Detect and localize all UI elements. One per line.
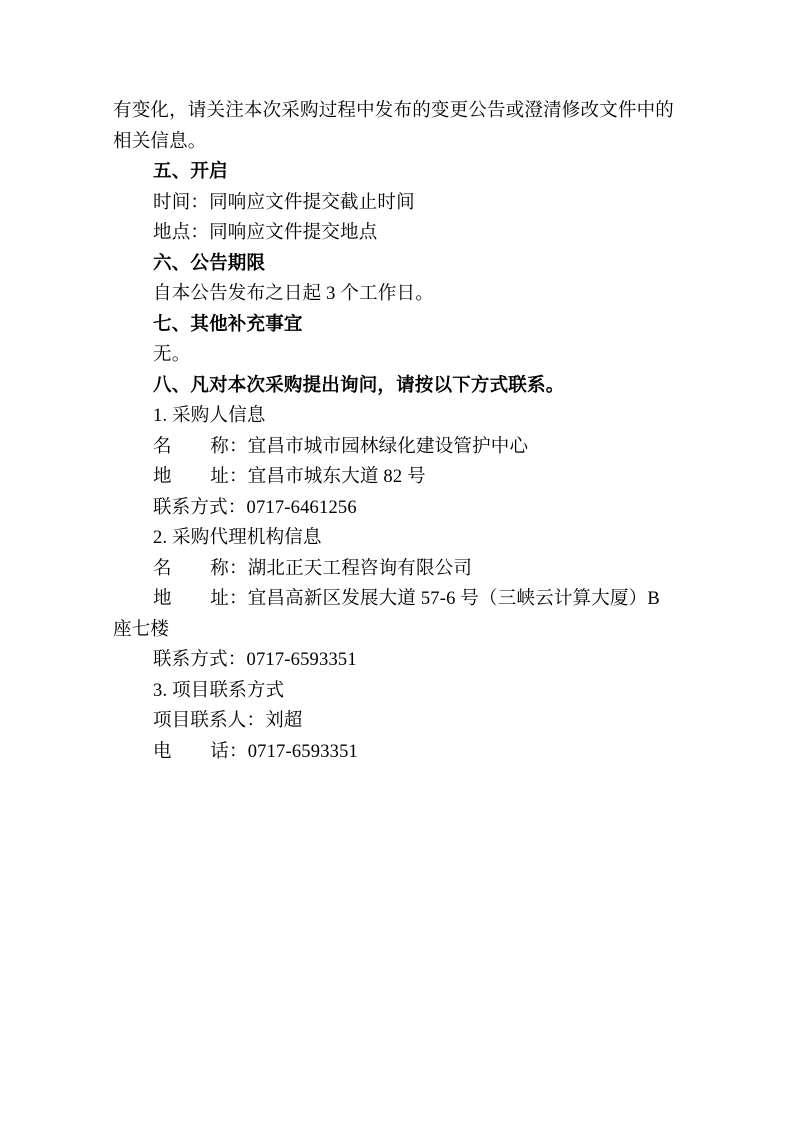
section-heading-seven: 七、其他补充事宜 bbox=[153, 314, 303, 335]
section-heading-eight: 八、凡对本次采购提出询问，请按以下方式联系。 bbox=[153, 375, 565, 396]
section-five-time: 时间：同响应文件提交截止时间 bbox=[153, 192, 415, 213]
list-item-project-contact: 3. 项目联系方式 bbox=[153, 680, 285, 701]
project-phone: 电 话：0717-6593351 bbox=[153, 741, 359, 762]
section-five-place: 地点：同响应文件提交地点 bbox=[153, 223, 378, 243]
project-contact-person: 项目联系人：刘超 bbox=[153, 711, 303, 731]
paragraph-intro-line-1: 有变化，请关注本次采购过程中发布的变更公告或澄清修改文件中的 bbox=[113, 101, 675, 121]
section-six-body: 自本公告发布之日起 3 个工作日。 bbox=[153, 284, 434, 304]
section-heading-five: 五、开启 bbox=[153, 162, 228, 182]
purchaser-name: 名 称：宜昌市城市园林绿化建设管护中心 bbox=[153, 436, 529, 457]
purchaser-address: 地 址：宜昌市城东大道 82 号 bbox=[153, 467, 426, 487]
agency-address-continued: 座七楼 bbox=[113, 619, 170, 640]
list-item-agency-info: 2. 采购代理机构信息 bbox=[153, 528, 322, 548]
document-body bbox=[113, 96, 691, 767]
paragraph-intro-line-2: 相关信息。 bbox=[113, 131, 207, 152]
agency-contact: 联系方式：0717-6593351 bbox=[153, 650, 357, 670]
section-heading-six: 六、公告期限 bbox=[153, 253, 266, 274]
section-seven-body: 无。 bbox=[153, 345, 191, 365]
agency-name: 名 称：湖北正天工程咨询有限公司 bbox=[153, 558, 473, 579]
agency-address: 地 址：宜昌高新区发展大道 57-6 号（三峡云计算大厦）B bbox=[153, 589, 660, 609]
purchaser-contact: 联系方式：0717-6461256 bbox=[153, 497, 357, 518]
list-item-purchaser-info: 1. 采购人信息 bbox=[153, 406, 266, 426]
